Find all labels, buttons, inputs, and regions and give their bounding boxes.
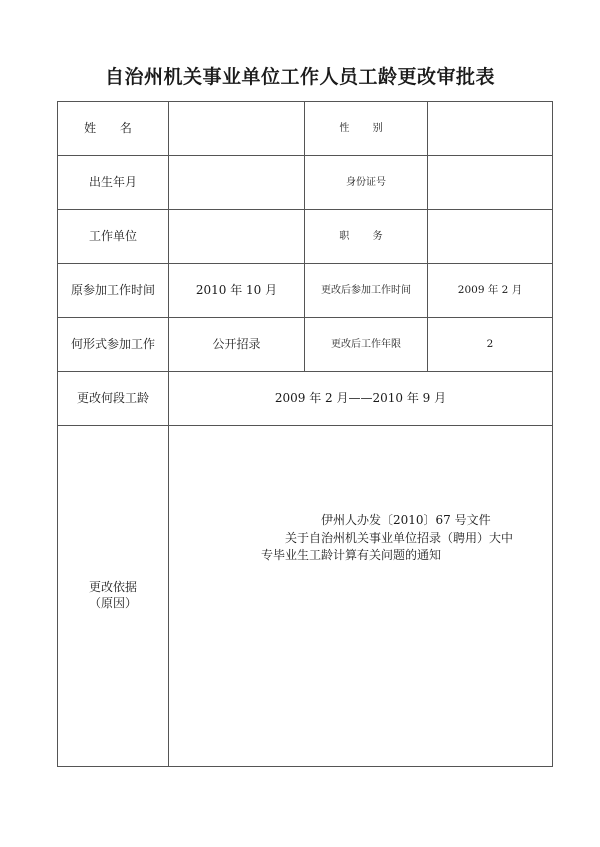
row-start-dates — [58, 264, 553, 318]
approval-form-table — [57, 101, 553, 767]
gender-label: 性 别 — [305, 102, 428, 156]
name-label: 姓 名 — [58, 102, 169, 156]
basis-line-3: 专毕业生工龄计算有关问题的通知 — [261, 548, 442, 562]
work-unit-label: 工作单位 — [58, 210, 169, 264]
original-start-label: 原参加工作时间 — [58, 264, 169, 318]
row-period — [58, 372, 553, 426]
period-value[interactable]: 2009 年 2 月——2010 年 9 月 — [169, 372, 553, 426]
position-value[interactable] — [428, 210, 553, 264]
name-value[interactable] — [169, 102, 305, 156]
basis-content[interactable] — [169, 426, 553, 767]
birth-label: 出生年月 — [58, 156, 169, 210]
new-start-label: 更改后参加工作时间 — [305, 264, 428, 318]
row-unit-position — [58, 210, 553, 264]
basis-label — [58, 426, 169, 767]
gender-value[interactable] — [428, 102, 553, 156]
birth-value[interactable] — [169, 156, 305, 210]
row-basis — [58, 426, 553, 767]
basis-line-1: 伊州人办发〔2010〕67 号文件 — [321, 513, 491, 527]
method-value[interactable]: 公开招录 — [169, 318, 305, 372]
position-label: 职 务 — [305, 210, 428, 264]
new-years-value[interactable]: 2 — [428, 318, 553, 372]
basis-label-line2: （原因） — [88, 596, 137, 610]
row-method-years — [58, 318, 553, 372]
period-label: 更改何段工龄 — [58, 372, 169, 426]
original-start-value[interactable]: 2010 年 10 月 — [169, 264, 305, 318]
new-start-value[interactable]: 2009 年 2 月 — [428, 264, 553, 318]
basis-text — [261, 512, 561, 565]
id-number-value[interactable] — [428, 156, 553, 210]
row-birth-id — [58, 156, 553, 210]
work-unit-value[interactable] — [169, 210, 305, 264]
row-name-gender — [58, 102, 553, 156]
new-years-label: 更改后工作年限 — [305, 318, 428, 372]
id-number-label: 身份证号 — [305, 156, 428, 210]
method-label: 何形式参加工作 — [58, 318, 169, 372]
document-title: 自治州机关事业单位工作人员工龄更改审批表 — [104, 66, 495, 88]
basis-label-line1: 更改依据 — [88, 580, 137, 595]
basis-line-2: 关于自治州机关事业单位招录（聘用）大中 — [285, 530, 514, 545]
